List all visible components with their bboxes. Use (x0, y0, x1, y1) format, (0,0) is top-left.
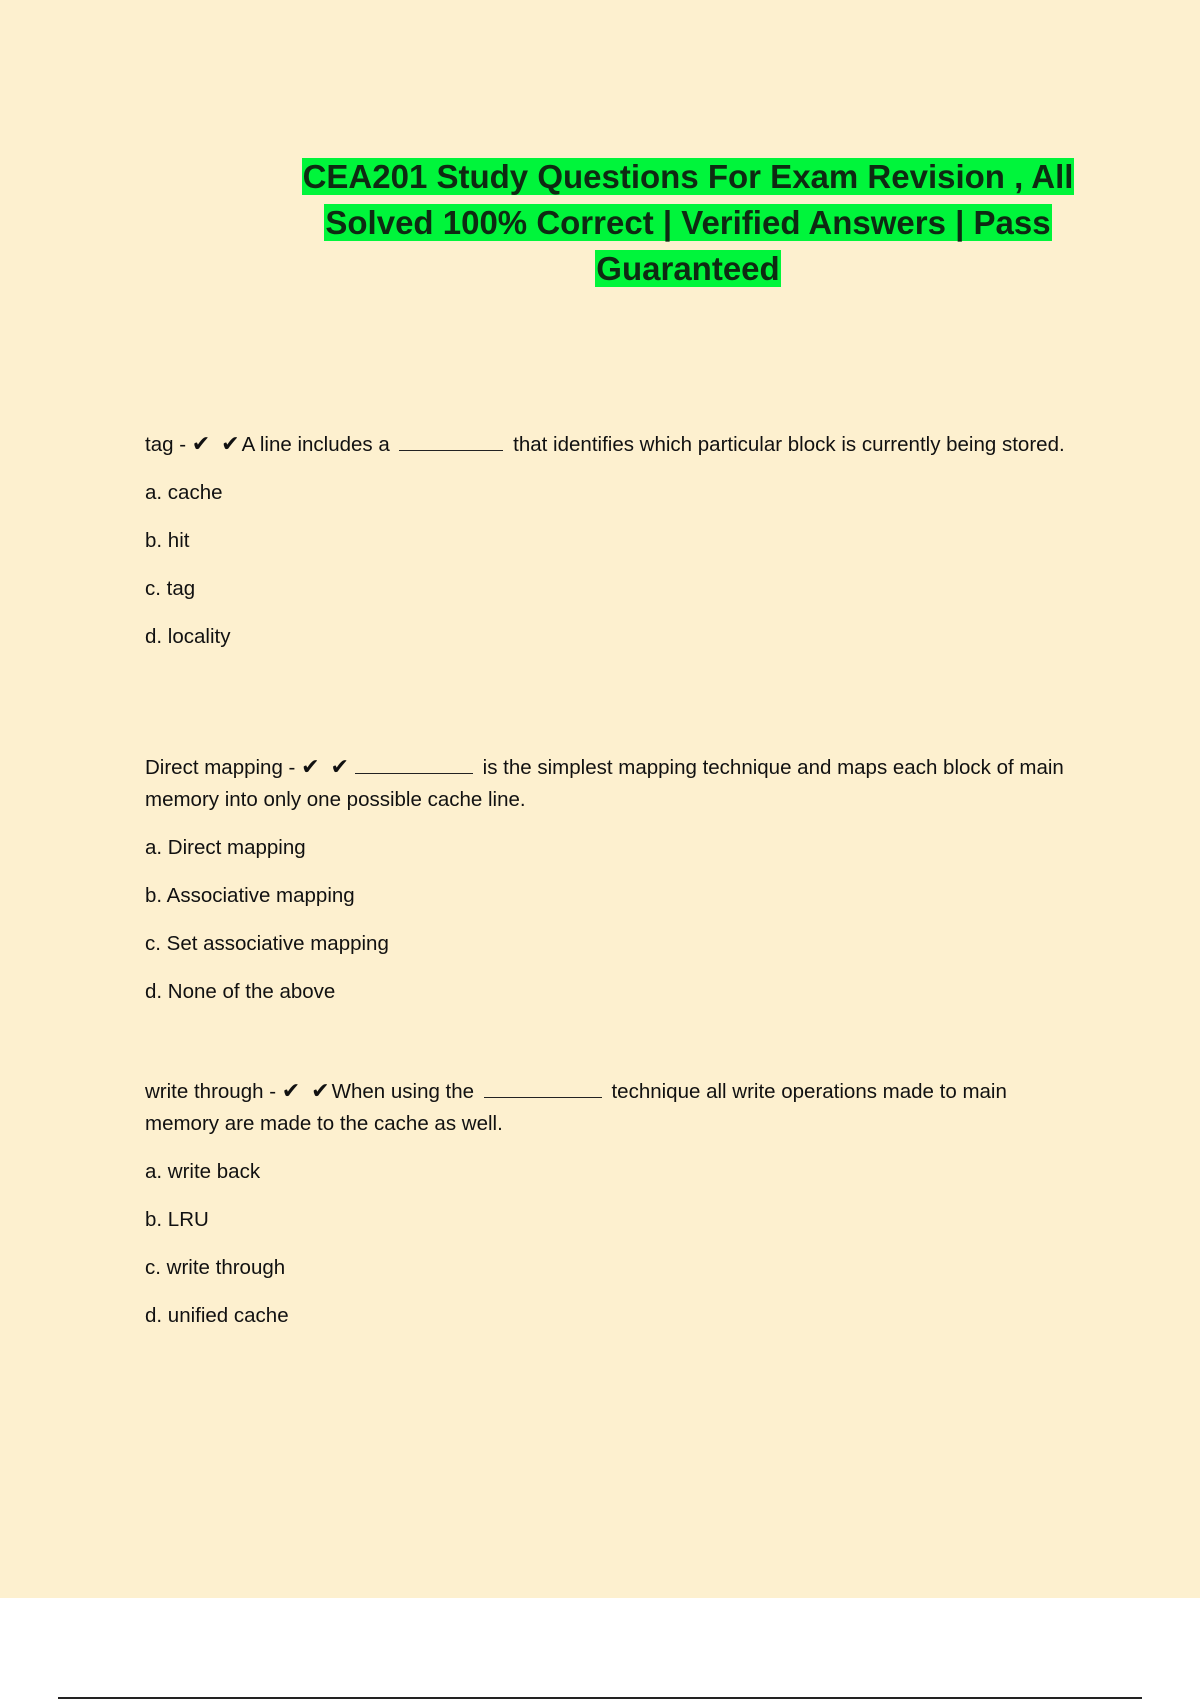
question-2 (145, 752, 1085, 1008)
question-3-text (145, 1076, 1085, 1140)
document-title (296, 154, 1080, 292)
question-3-options (145, 1156, 1085, 1332)
answer-blank (355, 753, 473, 774)
answer-blank (484, 1077, 602, 1098)
option: d. None of the above (145, 980, 336, 1003)
question-3-term: write through - (145, 1080, 277, 1103)
question-1-prompt-after: that identifies which particular block is currently being stored. (513, 433, 1065, 456)
option: b. Associative mapping (145, 884, 355, 907)
question-1-text (145, 429, 1085, 461)
question-2-options (145, 832, 1085, 1008)
double-checkmark-icon: ✔ ✔ (301, 755, 351, 780)
title-line-3: Guaranteed (596, 250, 780, 287)
option: b. hit (145, 529, 190, 552)
option: c. Set associative mapping (145, 932, 389, 955)
option: b. LRU (145, 1208, 209, 1231)
option: c. tag (145, 577, 196, 600)
question-1-prompt-before: A line includes a (241, 433, 390, 456)
title-line-2: Solved 100% Correct | Verified Answers | Pass (325, 204, 1051, 241)
option: a. cache (145, 481, 223, 504)
title-line-1: CEA201 Study Questions For Exam Revision , All (302, 158, 1074, 195)
double-checkmark-icon: ✔ ✔ (191, 432, 242, 457)
question-2-term: Direct mapping - (145, 756, 296, 779)
option: d. locality (145, 625, 231, 648)
question-2-text (145, 752, 1085, 816)
question-2-prompt-after: is the simplest mapping technique and maps each block of main memory into only one possible cache line. (145, 756, 1064, 811)
option: c. write through (145, 1256, 286, 1279)
question-3-prompt-after: technique all write operations made to main memory are made to the cache as well. (145, 1080, 1007, 1135)
answer-blank (399, 430, 503, 451)
question-1-term: tag - (145, 433, 187, 456)
question-1-options (145, 477, 1085, 653)
double-checkmark-icon: ✔ ✔ (281, 1079, 332, 1104)
footer-divider (58, 1697, 1142, 1699)
question-3-prompt-before: When using the (331, 1080, 475, 1103)
question-3 (145, 1076, 1085, 1332)
option: a. write back (145, 1160, 261, 1183)
question-1 (145, 429, 1085, 653)
option: a. Direct mapping (145, 836, 306, 859)
option: d. unified cache (145, 1304, 289, 1327)
